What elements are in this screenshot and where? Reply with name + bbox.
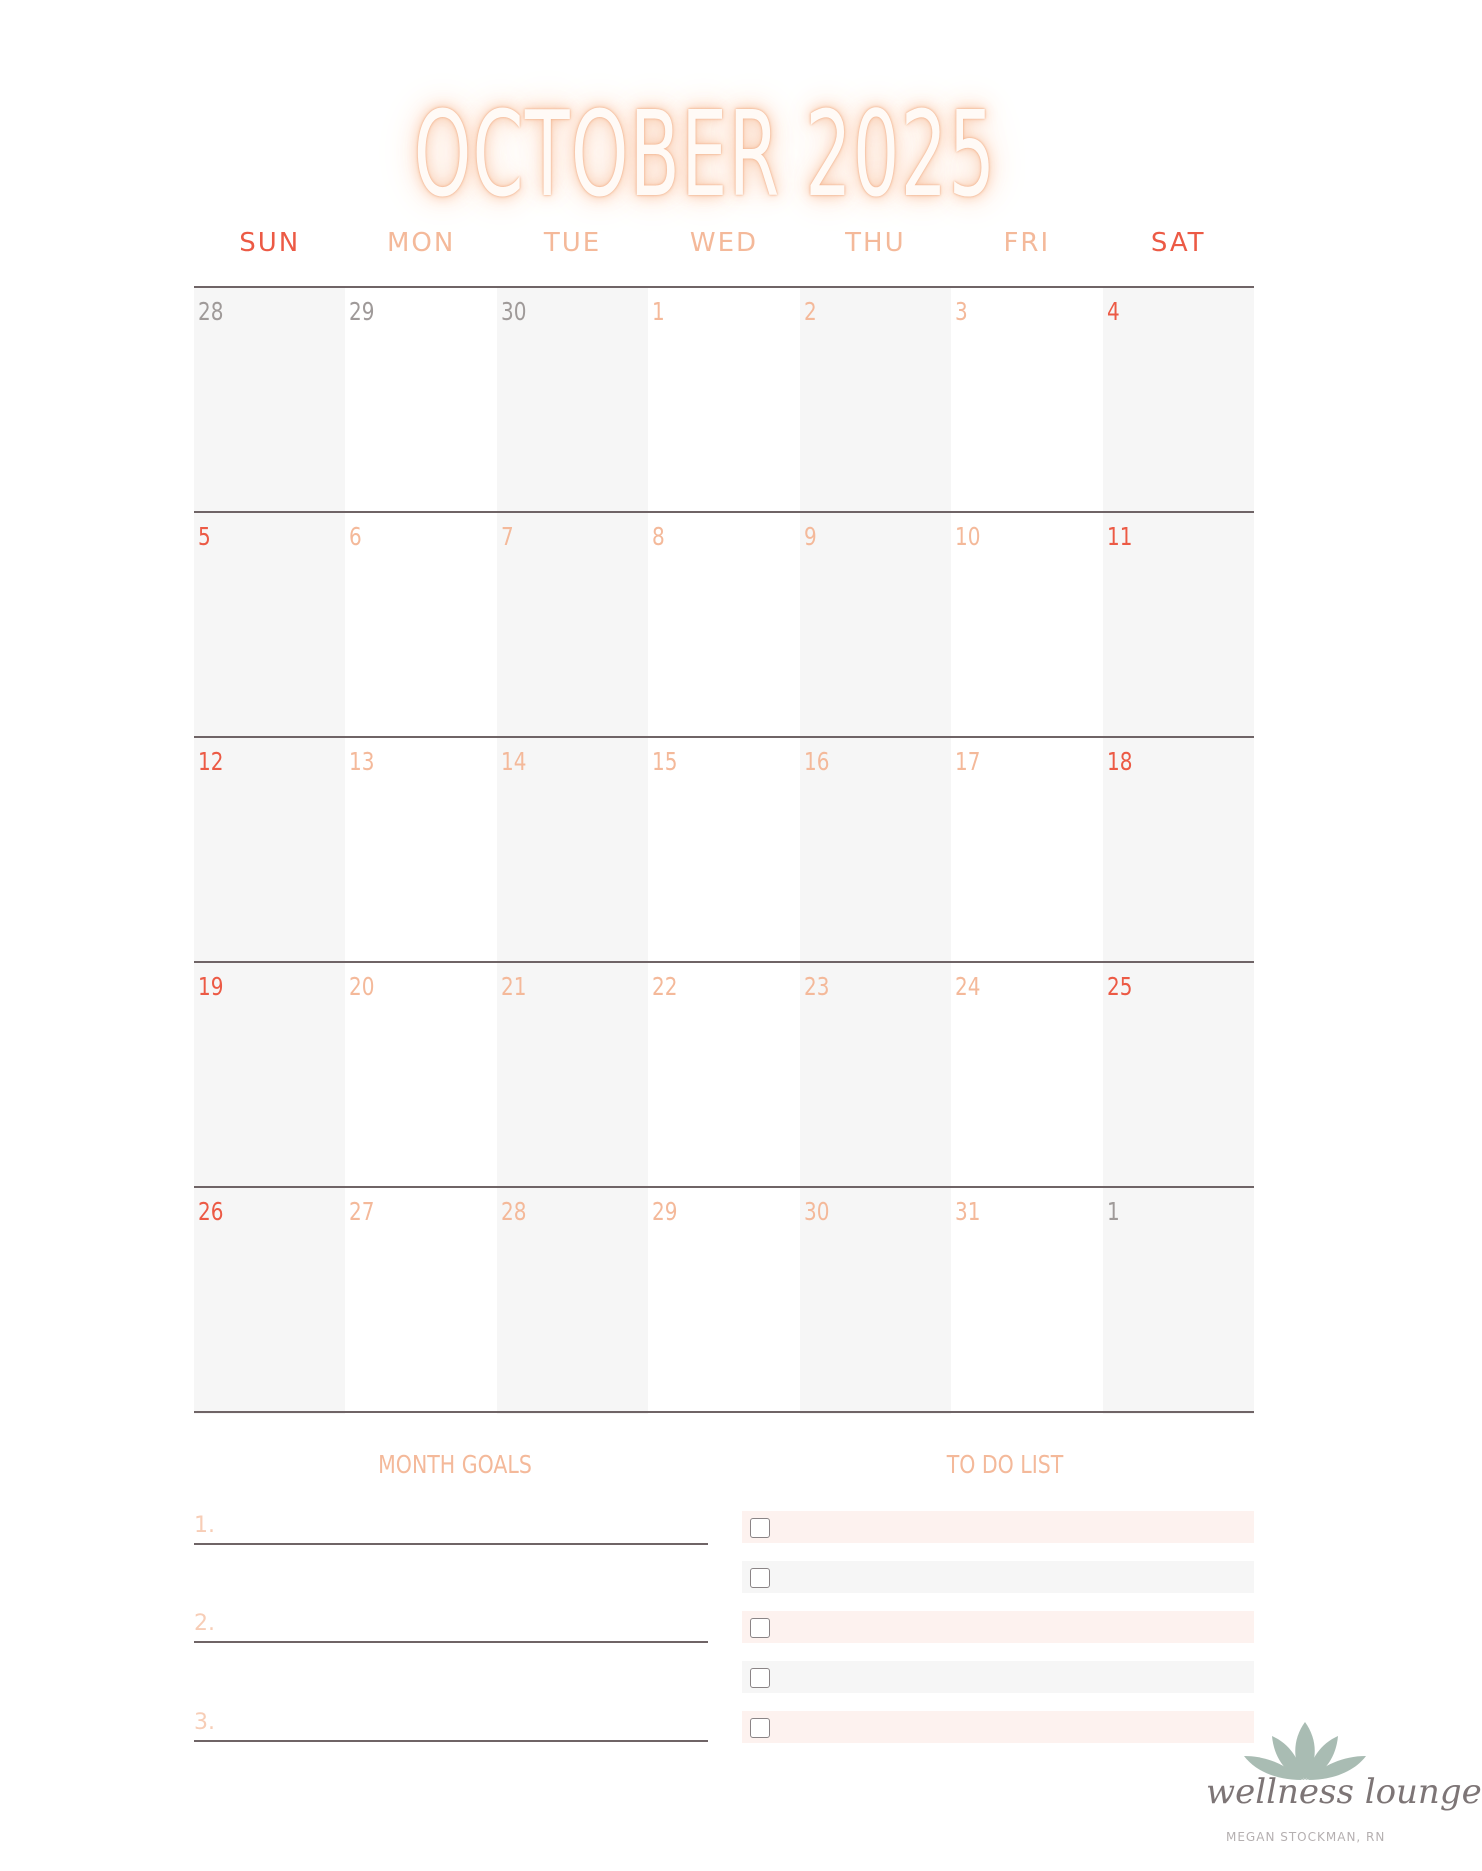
day-number: 2: [803, 297, 817, 326]
day-number: 22: [652, 972, 678, 1001]
day-cell[interactable]: [1103, 287, 1254, 512]
day-cell[interactable]: [800, 737, 951, 962]
day-cell[interactable]: [800, 512, 951, 737]
day-number: 7: [500, 522, 514, 551]
day-cell[interactable]: [800, 287, 951, 512]
day-cell[interactable]: [800, 962, 951, 1187]
month-goals-title: MONTH GOALS: [378, 1450, 532, 1479]
day-header-fri: FRI: [1003, 228, 1051, 258]
day-cell[interactable]: [345, 287, 496, 512]
day-cell[interactable]: [1103, 512, 1254, 737]
day-header-sun: SUN: [239, 228, 301, 258]
days-of-week-header: [194, 228, 1254, 278]
day-cell[interactable]: [497, 737, 648, 962]
day-header-mon: MON: [386, 228, 456, 258]
day-number: 23: [803, 972, 830, 1001]
day-header-wed: WED: [689, 228, 759, 258]
todo-item[interactable]: [742, 1611, 1254, 1643]
day-number: 27: [349, 1197, 375, 1226]
day-cell[interactable]: [1103, 737, 1254, 962]
day-cell[interactable]: [648, 287, 799, 512]
day-cell[interactable]: [1103, 1187, 1254, 1412]
day-number: 24: [955, 972, 981, 1001]
day-cell[interactable]: [648, 737, 799, 962]
day-number: 20: [349, 972, 375, 1001]
page-title: OCTOBER 2025: [413, 85, 997, 223]
day-cell[interactable]: [648, 512, 799, 737]
day-header-tue: TUE: [543, 228, 602, 258]
day-cell[interactable]: [194, 962, 345, 1187]
day-number: 13: [349, 747, 375, 776]
todo-checkbox[interactable]: [750, 1518, 770, 1538]
day-cell[interactable]: [497, 962, 648, 1187]
day-number: 11: [1106, 522, 1133, 551]
day-number: 30: [500, 297, 527, 326]
day-number: 16: [803, 747, 830, 776]
day-number: 19: [198, 972, 224, 1001]
day-cell[interactable]: [194, 737, 345, 962]
goal-input-line[interactable]: [194, 1641, 708, 1643]
todo-item[interactable]: [742, 1561, 1254, 1593]
day-number: 9: [803, 522, 817, 551]
day-number: 28: [198, 297, 224, 326]
day-number: 1: [1106, 1197, 1120, 1226]
day-header-thu: THU: [845, 228, 906, 258]
day-cell[interactable]: [345, 737, 496, 962]
day-number: 28: [500, 1197, 527, 1226]
goal-number: 2.: [194, 1611, 215, 1636]
day-number: 3: [955, 297, 968, 326]
day-cell[interactable]: [648, 962, 799, 1187]
day-number: 10: [955, 522, 981, 551]
day-cell[interactable]: [951, 1187, 1102, 1412]
goal-number: 3.: [194, 1710, 215, 1735]
day-header-sat: SAT: [1150, 228, 1206, 258]
day-cell[interactable]: [497, 512, 648, 737]
day-cell[interactable]: [1103, 962, 1254, 1187]
todo-list-title: TO DO LIST: [946, 1450, 1064, 1479]
todo-checkbox[interactable]: [750, 1668, 770, 1688]
day-number: 29: [349, 297, 375, 326]
calendar-grid: [194, 287, 1254, 1414]
goal-input-line[interactable]: [194, 1543, 708, 1545]
day-cell[interactable]: [648, 1187, 799, 1412]
day-cell[interactable]: [951, 737, 1102, 962]
day-cell[interactable]: [345, 1187, 496, 1412]
goal-number: 1.: [194, 1513, 215, 1538]
todo-checkbox[interactable]: [750, 1718, 770, 1738]
day-number: 31: [955, 1197, 981, 1226]
wellness-lounge-logo: [1190, 1718, 1482, 1868]
day-cell[interactable]: [345, 512, 496, 737]
day-number: 1: [652, 297, 666, 326]
day-cell[interactable]: [345, 962, 496, 1187]
todo-item[interactable]: [742, 1711, 1254, 1743]
day-cell[interactable]: [951, 287, 1102, 512]
logo-wordmark: wellness lounge: [1206, 1772, 1482, 1812]
todo-checkbox[interactable]: [750, 1618, 770, 1638]
todo-checkbox[interactable]: [750, 1568, 770, 1588]
day-number: 30: [803, 1197, 830, 1226]
day-number: 8: [652, 522, 666, 551]
day-number: 4: [1106, 297, 1120, 326]
day-number: 6: [349, 522, 363, 551]
day-number: 26: [198, 1197, 224, 1226]
day-cell[interactable]: [951, 962, 1102, 1187]
day-cell[interactable]: [951, 512, 1102, 737]
day-number: 21: [500, 972, 527, 1001]
day-cell[interactable]: [497, 1187, 648, 1412]
day-number: 14: [500, 747, 527, 776]
day-cell[interactable]: [194, 287, 345, 512]
day-number: 5: [198, 522, 211, 551]
day-cell[interactable]: [497, 287, 648, 512]
day-number: 17: [955, 747, 981, 776]
day-number: 15: [652, 747, 678, 776]
day-number: 29: [652, 1197, 678, 1226]
day-cell[interactable]: [194, 1187, 345, 1412]
day-number: 18: [1106, 747, 1133, 776]
goal-input-line[interactable]: [194, 1740, 708, 1742]
day-number: 12: [198, 747, 224, 776]
day-cell[interactable]: [800, 1187, 951, 1412]
todo-item[interactable]: [742, 1511, 1254, 1543]
todo-item[interactable]: [742, 1661, 1254, 1693]
day-number: 25: [1106, 972, 1133, 1001]
day-cell[interactable]: [194, 512, 345, 737]
logo-subtitle: MEGAN STOCKMAN, RN: [1226, 1830, 1386, 1844]
